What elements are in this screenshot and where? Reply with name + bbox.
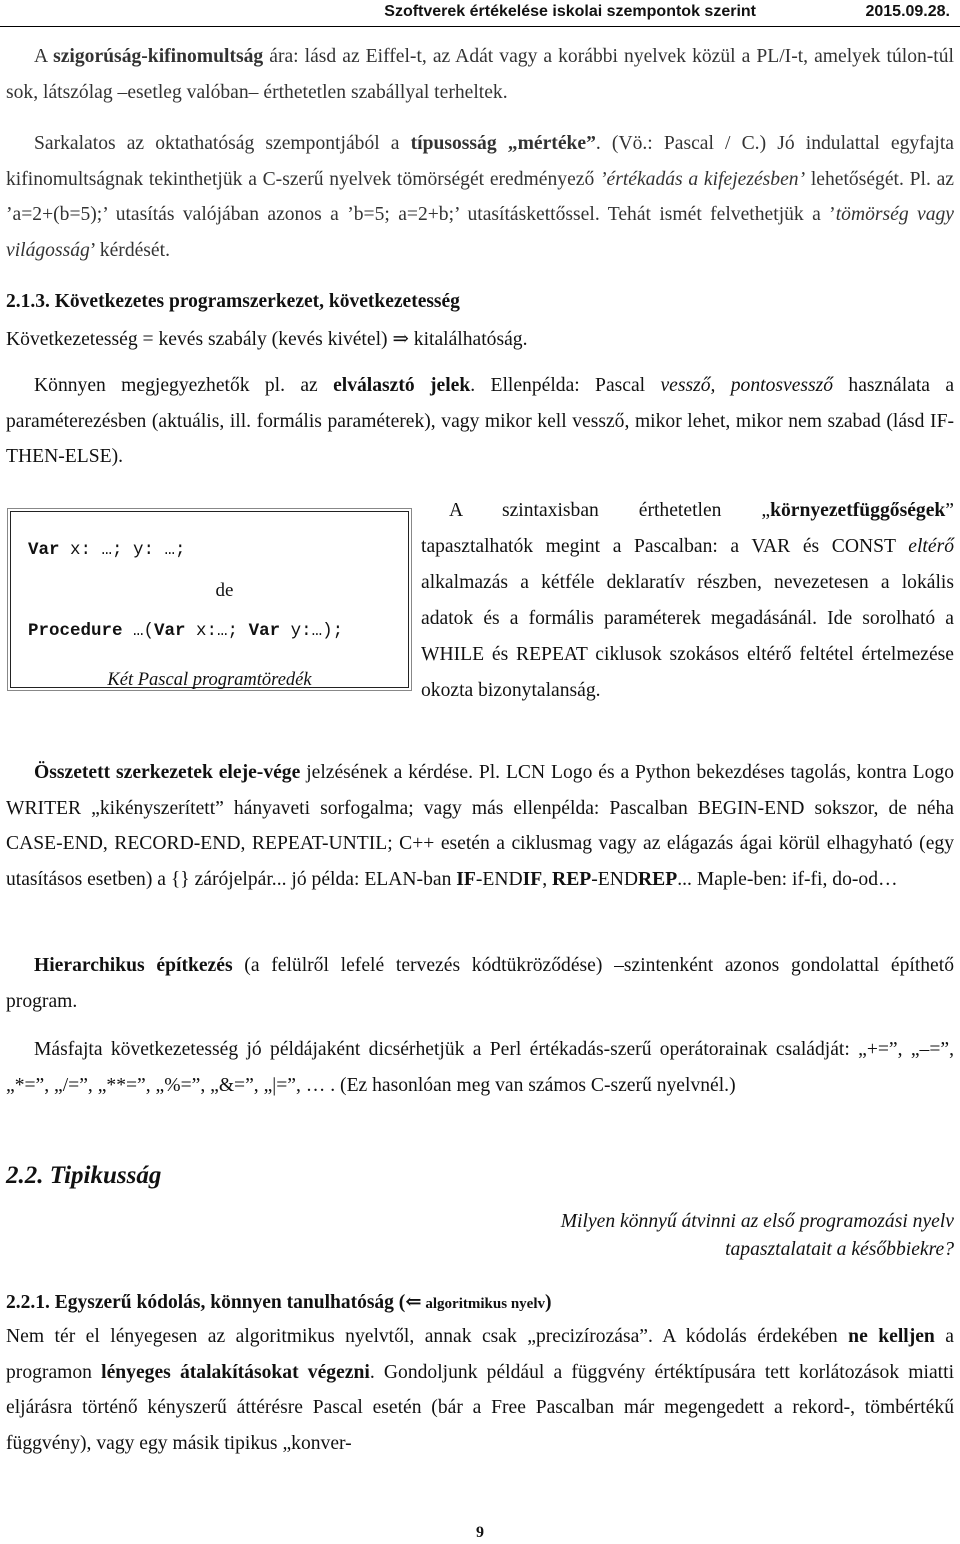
- section-heading-2-2-1: 2.2.1. Egyszerű kódolás, könnyen tanulhatóság (⇐ algoritmikus nyelv): [6, 1292, 552, 1313]
- code-line-var: Var x: …; y: …;: [28, 540, 186, 560]
- paragraph-block-delimiters: Összetett szerkezetek eleje-vége jelzésének a kérdése. Pl. LCN Logo és a Python bekezdéses tagolás, kontra Logo WRITER „kikényszerített” hányaveti sorfogalma; vagy más ellenpélda: Pascalban BEGIN-END sokszor, de néha CASE-END, RECORD-END, REPEAT-UNTIL; C++ esetén a ciklusmag vagy az elágazás ágai körül elhagyható (egy utasításos esetben) a {} zárójelpár... jó példa: ELAN-ban IF-ENDIF, REP-ENDREP... Maple-ben: if-fi, do-od…: [6, 762, 955, 890]
- section-heading-2-2: 2.2. Tipikusság: [6, 1162, 162, 1189]
- page-number: 9: [476, 1524, 484, 1541]
- section-heading-2-1-3: 2.1.3. Következetes programszerkezet, következetesség: [6, 291, 460, 312]
- implies-arrow-icon: ⇒: [392, 329, 409, 350]
- header-date: 2015.09.28.: [865, 3, 950, 20]
- paragraph-simple-coding: Nem tér el lényegesen az algoritmikus nyelvtől, annak csak „precizírozása”. A kódolás érdekében ne kelljen a programon lényeges átalakításokat végezni. Gondoljunk például a függvény értéktípusára tett korlátozások miatti eljárásra történő kényszerű áttérésre Pascal esetén (bár a Free Pascalban már megengedett a rekord-, tömbértékű függvény), vagy egy másik tipikus „konver-: [6, 1326, 955, 1454]
- pascal-code-figure: [10, 511, 409, 688]
- paragraph-separators: Könnyen megjegyezhetők pl. az elválasztó jelek. Ellenpélda: Pascal vessző, pontosvessző használata a paraméterezésben (aktuális, ill. formális paraméterek), vagy mikor kell vessző, mikor lehet, mikor nem szabad (lásd IF-THEN-ELSE).: [6, 375, 955, 467]
- paragraph-hierarchical-building: Hierarchikus építkezés (a felülről lefelé tervezés kódtükröződése) –szintenként azonos gondolattal építhető program.: [6, 955, 954, 1012]
- figure-caption: Két Pascal programtöredék: [107, 670, 312, 690]
- paragraph-consistency-definition: Következetesség = kevés szabály (kevés kivétel) ⇒ kitalálhatóság.: [6, 329, 528, 350]
- running-header: [0, 0, 960, 27]
- left-arrow-icon: ⇐: [405, 1292, 422, 1313]
- paragraph-context-dependencies: A szintaxisban érthetetlen „környezetfüggőségek” tapasztalhatók megint a Pascalban: a VAR és CONST eltérő alkalmazás a kétféle deklaratív részben, nevezetesen a lokális adatok és a formális paraméterek megadásánál. Ide sorolható a WHILE és REPEAT ciklusok szokásos eltérő feltétel értelmezése okozta bizonytalanság.: [421, 500, 954, 701]
- paragraph-typing-measure: Sarkalatos az oktathatóság szempontjából a típusosság „mértéke”. (Vö.: Pascal / C.) Jó indulattal egyfajta kifinomultságnak tekinthetjük a C-szerű nyelvek tömörségét eredményező ’értékadás a kifejezésben’ lehetőségét. Pl. az ’a=2+(b=5);’ utasítás valójában azonos a ’b=5; a=2+b;’ utasításkettőssel. Tehát ismét felvethetjük a ’tömörség vagy világosság’ kérdését.: [6, 133, 954, 261]
- header-title: Szoftverek értékelése iskolai szempontok szerint: [384, 3, 756, 20]
- code-separator-de: de: [215, 580, 234, 601]
- code-line-procedure: Procedure …(Var x:…; Var y:…);: [28, 621, 344, 641]
- section-motto-question: Milyen könnyű átvinni az első programozási nyelv tapasztalatait a későbbiekre?: [560, 1211, 954, 1260]
- paragraph-rigor-cost: A szigorúság-kifinomultság ára: lásd az Eiffel-t, az Adát vagy a korábbi nyelvek közül a PL/I-t, amelyek túlon-túl sok, látszólag –esetleg valóban– érthetetlen szabállyal terheltek.: [6, 46, 954, 103]
- paragraph-perl-operators: Másfajta következetesség jó példájaként dicsérhetjük a Perl értékadás-szerű operátorainak családját: „+=”, „–=”, „*=”, „/=”, „**=”, „%=”, „&=”, „|=”, … . (Ez hasonlóan meg van számos C-szerű nyelvnél.): [6, 1039, 954, 1096]
